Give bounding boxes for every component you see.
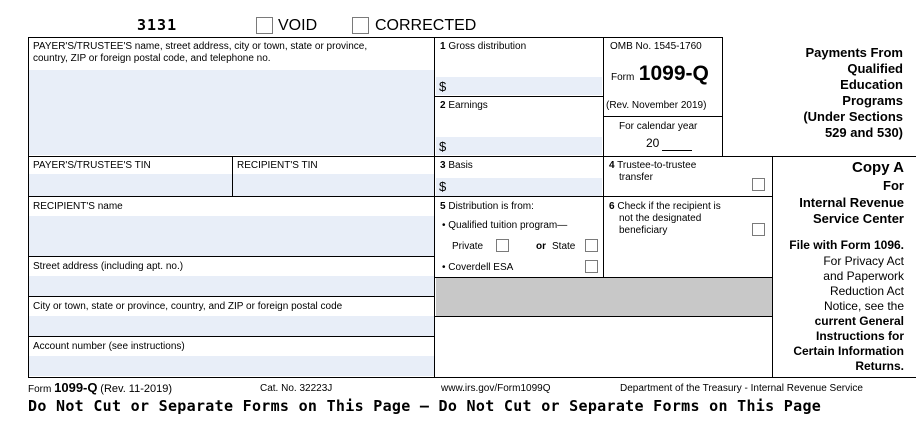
box3-field[interactable] — [436, 178, 602, 196]
box6-label: 6 Check if the recipient is — [609, 201, 721, 212]
box1-field[interactable] — [436, 77, 602, 95]
box5-state-label: State — [552, 241, 576, 252]
calendar-year-field[interactable] — [662, 150, 692, 151]
footer-form-name: Form 1099-Q (Rev. 11-2019) — [28, 380, 173, 395]
row-line-revision — [603, 116, 722, 117]
omb-revision: (Rev. November 2019) — [606, 100, 707, 111]
payer-label-1: PAYER'S/TRUSTEE'S name, street address, city or town, state or province, — [33, 41, 368, 52]
row-line-277 — [434, 277, 772, 278]
box5-private-label: Private — [452, 241, 484, 252]
payer-tin-label: PAYER'S/TRUSTEE'S TIN — [33, 160, 151, 171]
payer-tin-field[interactable] — [29, 174, 232, 196]
row-line-336 — [28, 336, 434, 337]
row-line-316 — [434, 316, 772, 317]
payer-label-2: country, ZIP or foreign postal code, and telephone no. — [33, 53, 271, 64]
box2-dollar: $ — [439, 139, 447, 154]
divider-col1 — [434, 37, 435, 377]
footer-cat-no: Cat. No. 32223J — [260, 383, 333, 394]
box6-label-2: not the designated — [619, 213, 702, 224]
row-line-196 — [28, 196, 772, 197]
corrected-checkbox[interactable] — [352, 17, 369, 34]
privacy-notice: For Privacy Act and Paperwork Reduction Act Notice, see the current General Instructions for Certain Information Returns. — [793, 254, 904, 373]
omb-form-name: Form 1099-Q — [611, 62, 709, 85]
file-with-1096: File with Form 1096. — [789, 238, 904, 252]
footer-department: Department of the Treasury - Internal Revenue Service — [620, 383, 863, 394]
box2-label: 2 Earnings — [440, 100, 488, 111]
street-address-label: Street address (including apt. no.) — [33, 261, 184, 272]
void-checkbox[interactable] — [256, 17, 273, 34]
box1-dollar: $ — [439, 79, 447, 94]
row-line-box1 — [434, 96, 603, 97]
left-border — [28, 37, 29, 377]
divider-col3 — [722, 37, 723, 156]
box1-label: 1 Gross distribution — [440, 41, 527, 52]
form-code: 3131 — [137, 16, 178, 34]
recipient-tin-label: RECIPIENT'S TIN — [237, 160, 318, 171]
divider-col2 — [603, 37, 604, 277]
city-field[interactable] — [29, 316, 434, 336]
do-not-cut-warning: Do Not Cut or Separate Forms on This Page — Do Not Cut or Separate Forms on This Page — [28, 397, 822, 415]
box4-label-2: transfer — [619, 172, 653, 183]
corrected-label: CORRECTED — [375, 17, 477, 34]
box4-label: 4 Trustee-to-trustee — [609, 160, 697, 171]
box5-coverdell-label: • Coverdell ESA — [442, 262, 514, 273]
box6-label-3: beneficiary — [619, 225, 668, 236]
copy-a-block: Copy A For Internal Revenue Service Center — [799, 159, 904, 226]
box5-or-label: or — [536, 241, 546, 252]
payer-info-field[interactable] — [29, 70, 434, 155]
recipient-tin-field[interactable] — [233, 174, 434, 196]
recipient-name-field[interactable] — [29, 216, 434, 256]
box5-coverdell-checkbox[interactable] — [585, 260, 598, 273]
gray-block — [436, 278, 772, 316]
bottom-border — [28, 377, 916, 378]
omb-number: OMB No. 1545-1760 — [610, 41, 702, 52]
row-line-256 — [28, 256, 434, 257]
form-title: Payments From Qualified Education Programs (Under Sections 529 and 530) — [803, 45, 903, 140]
city-label: City or town, state or province, country, and ZIP or foreign postal code — [33, 301, 343, 312]
recipient-name-label: RECIPIENT'S name — [33, 201, 123, 212]
box5-label: 5 Distribution is from: — [440, 201, 534, 212]
box5-state-checkbox[interactable] — [585, 239, 598, 252]
calendar-year-prefix: 20 — [646, 136, 660, 150]
divider-tin — [232, 156, 233, 196]
calendar-year-label: For calendar year — [619, 121, 698, 132]
box3-label: 3 Basis — [440, 160, 473, 171]
account-number-field[interactable] — [29, 356, 434, 376]
footer-url: www.irs.gov/Form1099Q — [441, 383, 551, 394]
street-address-field[interactable] — [29, 276, 434, 296]
box2-field[interactable] — [436, 137, 602, 155]
account-number-label: Account number (see instructions) — [33, 341, 185, 352]
box5-private-checkbox[interactable] — [496, 239, 509, 252]
row-line-156 — [28, 156, 916, 157]
box6-checkbox[interactable] — [752, 223, 765, 236]
box5-qtp-label: • Qualified tuition program— — [442, 220, 568, 231]
void-label: VOID — [278, 17, 318, 34]
box3-dollar: $ — [439, 179, 447, 194]
top-border — [28, 37, 722, 38]
row-line-296 — [28, 296, 434, 297]
